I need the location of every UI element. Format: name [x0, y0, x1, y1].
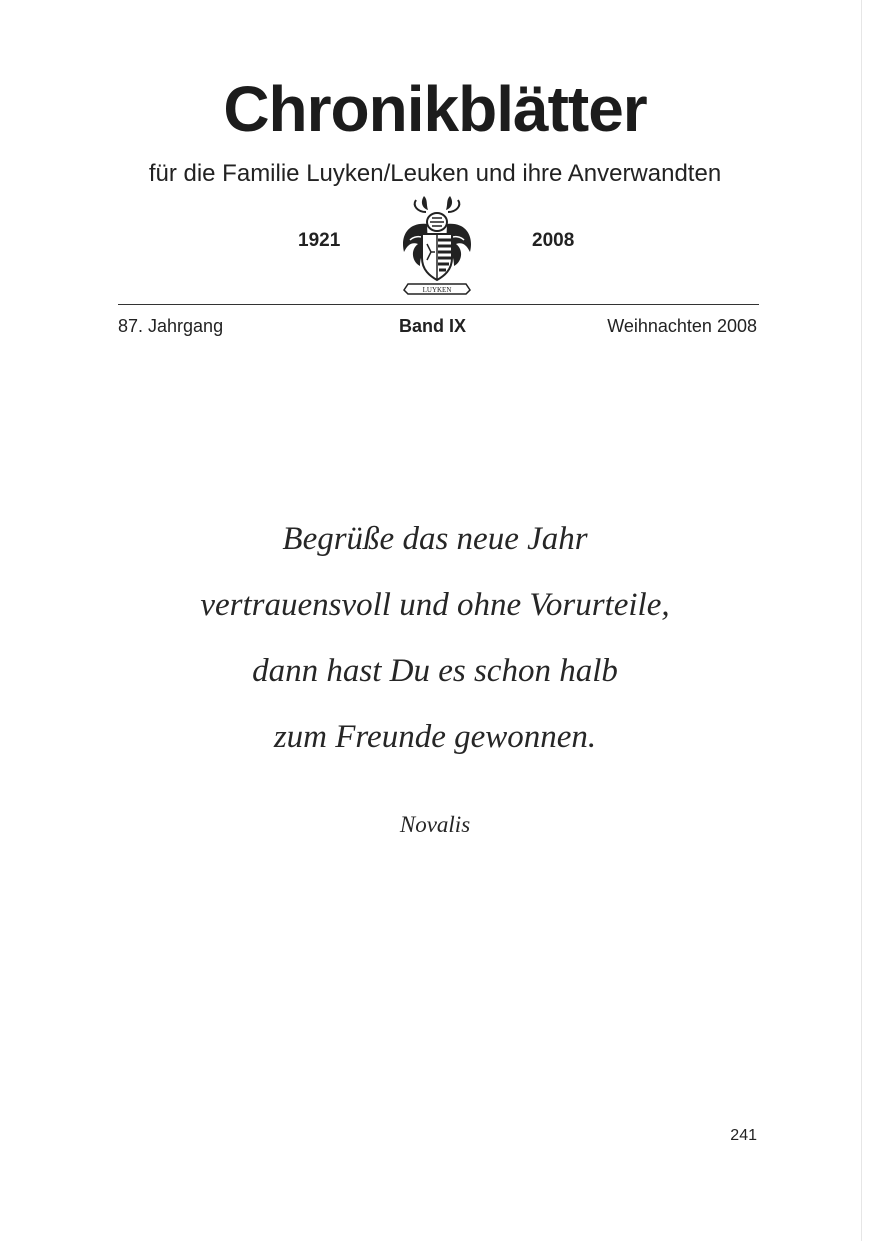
- quote-line: vertrauensvoll und ohne Vorurteile,: [200, 587, 670, 623]
- band-label: Band IX: [399, 316, 467, 336]
- quote-author: Novalis: [399, 812, 471, 837]
- year-start: 1921: [298, 230, 341, 251]
- quote-line: dann hast Du es schon halb: [252, 653, 618, 689]
- family-crest-icon: [394, 192, 480, 296]
- quote-line: zum Freunde gewonnen.: [273, 719, 597, 755]
- volume-year: 87. Jahrgang: [118, 316, 224, 336]
- edition-label: Weihnachten 2008: [607, 316, 757, 336]
- page-number: 241: [730, 1127, 757, 1144]
- page-subtitle: für die Familie Luyken/Leuken und ihre Anverwandten: [148, 160, 722, 187]
- page-title: Chronikblätter: [223, 73, 647, 145]
- svg-text:LUYKEN: LUYKEN: [422, 286, 452, 294]
- header-divider: [118, 304, 759, 305]
- quote-line: Begrüße das neue Jahr: [282, 521, 588, 557]
- year-end: 2008: [532, 230, 575, 251]
